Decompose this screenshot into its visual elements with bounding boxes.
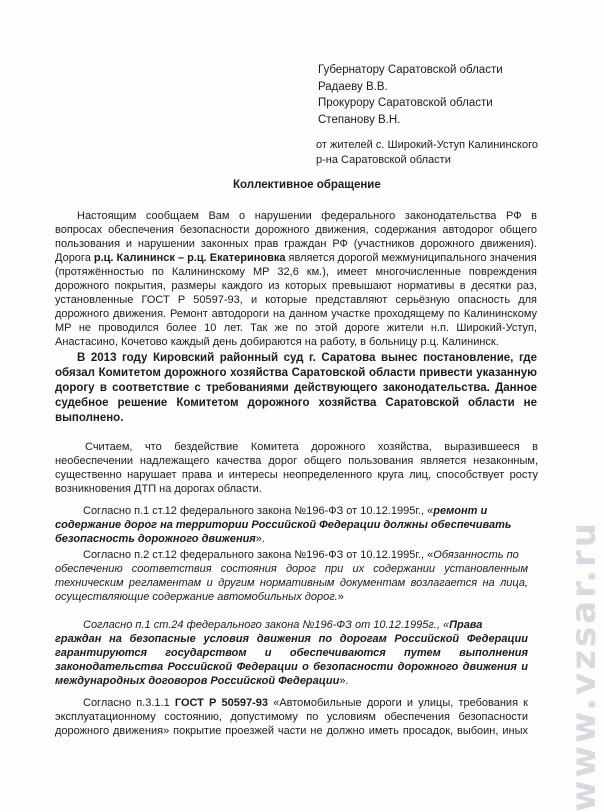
text-fragment: Согласно п.1 ст.12 федерального закона №196-ФЗ от 10.12.1995г., «: [83, 505, 434, 517]
text-line: существенно нарушает права и интересы неопределенного круга лиц, способствует росту: [55, 469, 538, 481]
text-fragment: »: [337, 591, 344, 603]
document-title: Коллективное обращение: [233, 179, 381, 191]
text-line: дорогу в соответствие с требованиями действующего законодательства. Данное: [55, 382, 537, 394]
quote-fragment: осуществляющие содержание автомобильных дорог.: [55, 591, 338, 603]
addressee-line: Радаеву В.В.: [318, 81, 388, 93]
quote-fragment: безопасность дорожного движения: [55, 533, 256, 545]
text-line: содержание дорог на территории Российской Федерации должны обеспечивать: [55, 519, 512, 531]
text-line: возникновения ДТП на дорогах области.: [55, 483, 262, 495]
text-line: В 2013 году Кировский районный суд г. Саратова вынес постановление, где: [77, 352, 537, 364]
text-fragment: Согласно п.3.1.1: [83, 697, 175, 709]
text-line: дорожного движения. Ремонт автодороги на данном участке проходящему по Калининскому: [55, 308, 537, 320]
text-line: Анастасино, Кочетово каждый день добираются на работу, в больницу р.ц. Калининск.: [55, 336, 499, 348]
text-line: техническим регламентам и другим нормативным документам возлагается на лица,: [55, 577, 528, 589]
text-line: [55, 591, 344, 604]
gost-ref: ГОСТ Р 50597-93: [174, 697, 269, 709]
text-line: дорожного движения» покрытие проезжей части не должно иметь просадок, выбоин, иных: [55, 725, 528, 737]
text-line: граждан на безопасные условия движения по дорогам Российской Федерации: [55, 633, 528, 645]
text-line: Считаем, что бездействие Комитета дорожного хозяйства, выразившееся в: [85, 441, 538, 453]
addressee-line: Прокурору Саратовской области: [318, 97, 493, 109]
text-line: Настоящим сообщаем Вам о нарушении федерального законодательства РФ в: [77, 210, 537, 222]
text-fragment: является дорогой межмуниципального значения: [285, 252, 537, 264]
text-line: [83, 619, 482, 632]
text-line: необеспечении надлежащего качества дорог общего пользования является незаконным,: [55, 455, 538, 467]
text-line: [55, 533, 265, 546]
quote-fragment: Права: [449, 619, 483, 631]
text-fragment: ».: [339, 675, 349, 687]
text-fragment: ».: [255, 533, 265, 545]
text-line: дорожного покрытия, размеры каждого из которых превышают нормативы в десятки раз,: [55, 280, 537, 292]
sender-line: р-на Саратовской области: [316, 154, 451, 166]
text-line: гарантируются государством и обеспечиваются путем выполнения: [55, 647, 528, 659]
road-name: р.ц. Калининск – р.ц. Екатериновка: [93, 252, 286, 264]
text-line: МР не проводился более 10 лет. Так же по этой дороге жители н.п. Широкий-Уступ,: [55, 322, 537, 334]
site-watermark: www.vzsar.ru: [564, 520, 604, 812]
text-line: обеспечению соответствия состояния дорог при их содержании установленным: [55, 563, 528, 575]
quote-fragment: Обязанность по: [433, 549, 519, 561]
text-line: выполнено.: [55, 412, 124, 424]
text-line: (протяжённостью по Калининскому МР 32,6 км.), имеет многочисленные повреждения: [55, 266, 537, 278]
quote-fragment: международных договоров Российской Федерации: [55, 675, 340, 687]
text-line: [55, 252, 537, 265]
text-line: законодательства Российской Федерации о безопасности дорожного движения и: [55, 661, 528, 673]
text-line: [83, 697, 528, 710]
text-line: судебное решение Комитетом дорожного хозяйства Саратовской области не: [55, 397, 537, 409]
text-line: обязал Комитетом дорожного хозяйства Саратовской области привести указанную: [55, 367, 537, 379]
text-line: вопросах обеспечения безопасности дорожного движения, содержания автодорог общего: [55, 224, 537, 236]
text-line: пользования и нарушении законных прав граждан РФ (участников дорожного движения).: [55, 238, 537, 250]
text-fragment: Согласно п.2 ст.12 федерального закона №196-ФЗ от 10.12.1995г., «: [83, 549, 434, 561]
text-fragment: Дорога: [55, 252, 94, 264]
text-line: эксплуатационному состоянию, допустимому по условиям обеспечения безопасности: [55, 711, 528, 723]
text-fragment: «Автомобильные дороги и улицы, требования к: [268, 697, 528, 709]
text-line: [55, 675, 349, 688]
addressee-line: Губернатору Саратовской области: [318, 64, 503, 76]
quote-fragment: ремонт и: [433, 505, 488, 517]
sender-line: от жителей с. Широкий-Уступ Калининского: [316, 139, 538, 151]
text-fragment: Согласно п.1 ст.24 федерального закона №196-ФЗ от 10.12.1995г., «: [83, 619, 450, 631]
text-line: [83, 505, 487, 518]
text-line: [83, 549, 519, 562]
addressee-line: Степанову В.Н.: [318, 114, 401, 126]
text-line: установленные ГОСТ Р 50597-93, и которые представляют серьёзную опасность для: [55, 294, 537, 306]
